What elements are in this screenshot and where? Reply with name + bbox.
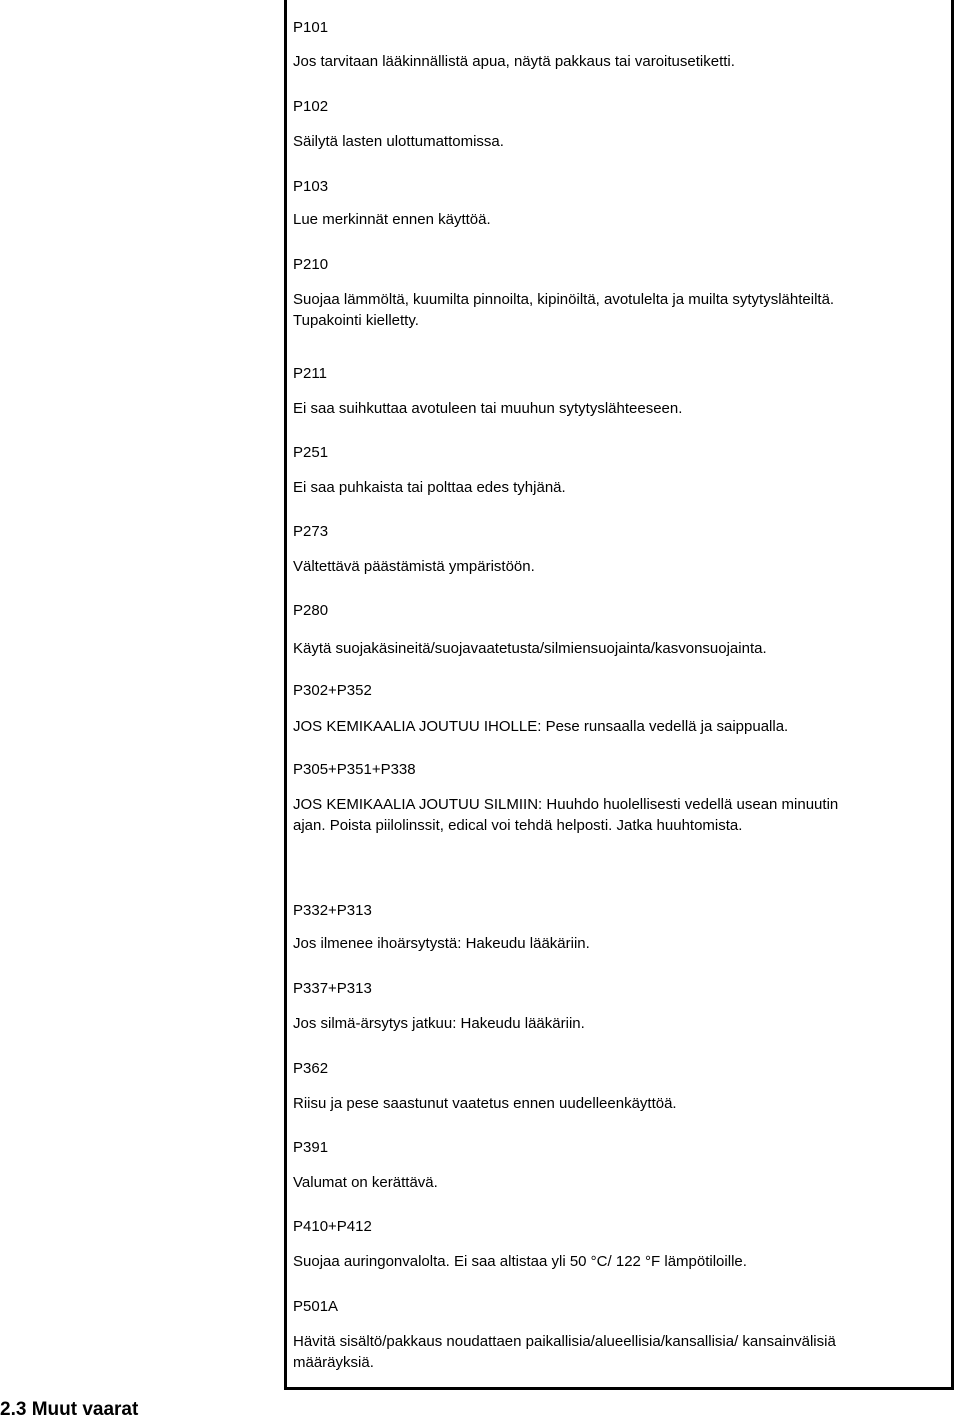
statement-code: P501A — [293, 1298, 339, 1315]
statement-code: P362 — [293, 1060, 329, 1077]
statement-code: P332+P313 — [293, 902, 372, 919]
statement-code: P302+P352 — [293, 682, 372, 699]
statement-code: P210 — [293, 256, 329, 273]
statement-text: Ei saa suihkuttaa avotuleen tai muuhun sytytyslähteeseen. — [293, 400, 683, 417]
statement-text: Hävitä sisältö/pakkaus noudattaen paikallisia/alueellisia/kansallisia/ kansainvälisiä määräyksiä. — [293, 1333, 836, 1371]
statement-text: JOS KEMIKAALIA JOUTUU IHOLLE: Pese runsaalla vedellä ja saippualla. — [293, 718, 789, 735]
statement-text: Jos silmä-ärsytys jatkuu: Hakeudu lääkäriin. — [293, 1015, 585, 1032]
statement-text: Käytä suojakäsineitä/suojavaatetusta/silmiensuojainta/kasvonsuojainta. — [293, 640, 767, 657]
statement-text: Valumat on kerättävä. — [293, 1174, 438, 1191]
statement-text: JOS KEMIKAALIA JOUTUU SILMIIN: Huuhdo huolellisesti vedellä usean minuutin ajan. Poista piilolinssit, edical voi tehdä helposti. Jatka huuhtomista. — [293, 796, 839, 834]
statement-text: Jos ilmenee ihoärsytystä: Hakeudu lääkäriin. — [293, 935, 590, 952]
statement-code: P273 — [293, 523, 329, 540]
statement-text: Ei saa puhkaista tai polttaa edes tyhjänä. — [293, 479, 566, 496]
statement-text: Lue merkinnät ennen käyttöä. — [293, 211, 491, 228]
statement-code: P102 — [293, 98, 329, 115]
statement-text: Vältettävä päästämistä ympäristöön. — [293, 558, 535, 575]
statement-code: P391 — [293, 1139, 329, 1156]
statement-code: P103 — [293, 178, 329, 195]
statement-code: P305+P351+P338 — [293, 761, 416, 778]
statement-text: Jos tarvitaan lääkinnällistä apua, näytä pakkaus tai varoitusetiketti. — [293, 53, 735, 70]
statement-code: P251 — [293, 444, 329, 461]
statement-text: Suojaa auringonvalolta. Ei saa altistaa yli 50 °C/ 122 °F lämpötiloille. — [293, 1253, 747, 1270]
statement-code: P211 — [293, 365, 327, 382]
statement-code: P337+P313 — [293, 980, 372, 997]
statement-text: Riisu ja pese saastunut vaatetus ennen uudelleenkäyttöä. — [293, 1095, 677, 1112]
statement-code: P280 — [293, 602, 329, 619]
statement-code: P101 — [293, 19, 329, 36]
section-heading: 2.3 Muut vaarat — [0, 1399, 139, 1420]
statement-text: Suojaa lämmöltä, kuumilta pinnoilta, kipinöiltä, avotulelta ja muilta sytytyslähteiltä. Tupakointi kielletty. — [293, 291, 835, 329]
statement-text: Säilytä lasten ulottumattomissa. — [293, 133, 504, 150]
statement-code: P410+P412 — [293, 1218, 372, 1235]
